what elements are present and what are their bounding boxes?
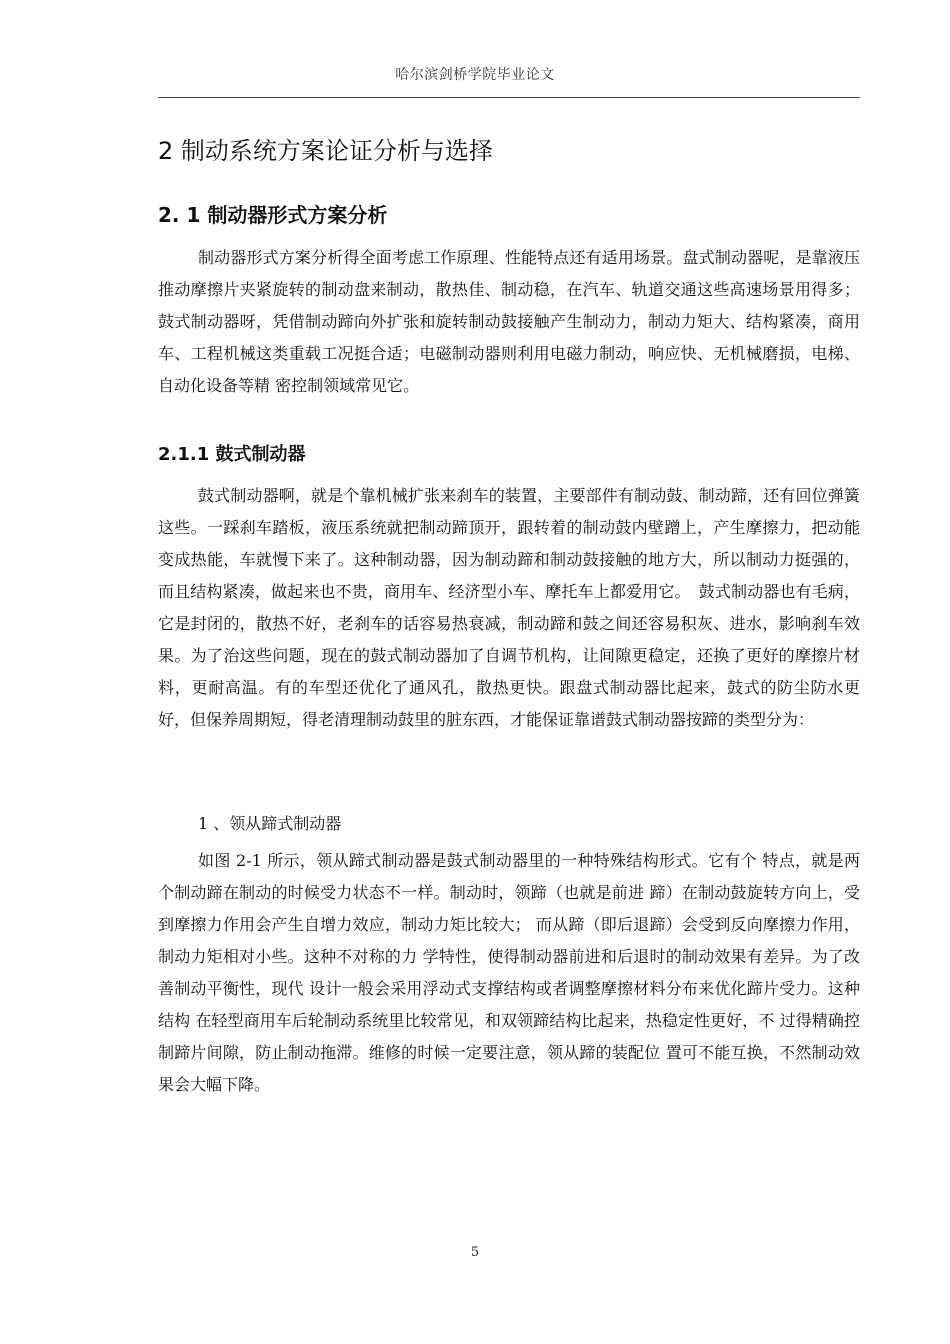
subsection-paragraph: 鼓式制动器啊，就是个靠机械扩张来刹车的装置，主要部件有制动鼓、制动蹄，还有回位弹簧这些。一踩刹车踏板，液压系统就把制动蹄顶开，跟转着的制动鼓内壁蹭上，产生摩擦力，把动能变成热能，车就慢下来了。这种制动器，因为制动蹄和制动鼓接触的地方大，所以制动力挺强的，而且结构紧凑，做起来也不贵，商用车、经济型小车、摩托车上都爱用它。 鼓式制动器也有毛病，它是封闭的，散热不好，老刹车的话容易热衰减，制动蹄和鼓之间还容易积灰、进水，影响刹车效果。为了治这些问题，现在的鼓式制动器加了自调节机构，让间隙更稳定，还换了更好的摩擦片材料，更耐高温。有的车型还优化了通风孔，散热更快。跟盘式制动器比起来，鼓式的防尘防水更好，但保养周期短，得老清理制动鼓里的脏东西，才能保证靠谱鼓式制动器按蹄的类型分为：	[158, 486, 860, 729]
running-header: 哈尔滨剑桥学院毕业论文	[395, 67, 555, 83]
header-divider	[158, 97, 860, 98]
subsection-title: 2.1.1 鼓式制动器	[158, 444, 306, 465]
chapter-title: 2 制动系统方案论证分析与选择	[158, 137, 493, 165]
list-item: 1 、领从蹄式制动器	[198, 814, 342, 833]
section-title: 2. 1 制动器形式方案分析	[158, 203, 388, 227]
section-paragraph: 制动器形式方案分析得全面考虑工作原理、性能特点还有适用场景。盘式制动器呢，是靠液压推动摩擦片夹紧旋转的制动盘来制动，散热佳、制动稳，在汽车、轨道交通这些高速场景用得多；鼓式制动器呀，凭借制动蹄向外扩张和旋转制动鼓接触产生制动力，制动力矩大、结构紧凑，商用车、工程机械这类重载工况挺合适；电磁制动器则利用电磁力制动，响应快、无机械磨损，电梯、 自动化设备等精 密控制领域常见它。	[158, 248, 860, 395]
page-number: 5	[470, 1245, 480, 1260]
subsection-paragraph-2: 如图 2-1 所示，领从蹄式制动器是鼓式制动器里的一种特殊结构形式。它有个 特点，就是两个制动蹄在制动的时候受力状态不一样。制动时，领蹄（也就是前进 蹄）在制动鼓旋转方向上，受到摩擦力作用会产生自增力效应，制动力矩比较大； 而从蹄（即后退蹄）会受到反向摩擦力作用，制动力矩相对小些。这种不对称的力 学特性，使得制动器前进和后退时的制动效果有差异。为了改善制动平衡性，现代 设计一般会采用浮动式支撑结构或者调整摩擦材料分布来优化蹄片受力。这种结构 在轻型商用车后轮制动系统里比较常见，和双领蹄结构比起来，热稳定性更好，不 过得精确控制蹄片间隙，防止制动拖滞。维修的时候一定要注意，领从蹄的装配位 置可不能互换，不然制动效果会大幅下降。	[158, 851, 860, 1094]
